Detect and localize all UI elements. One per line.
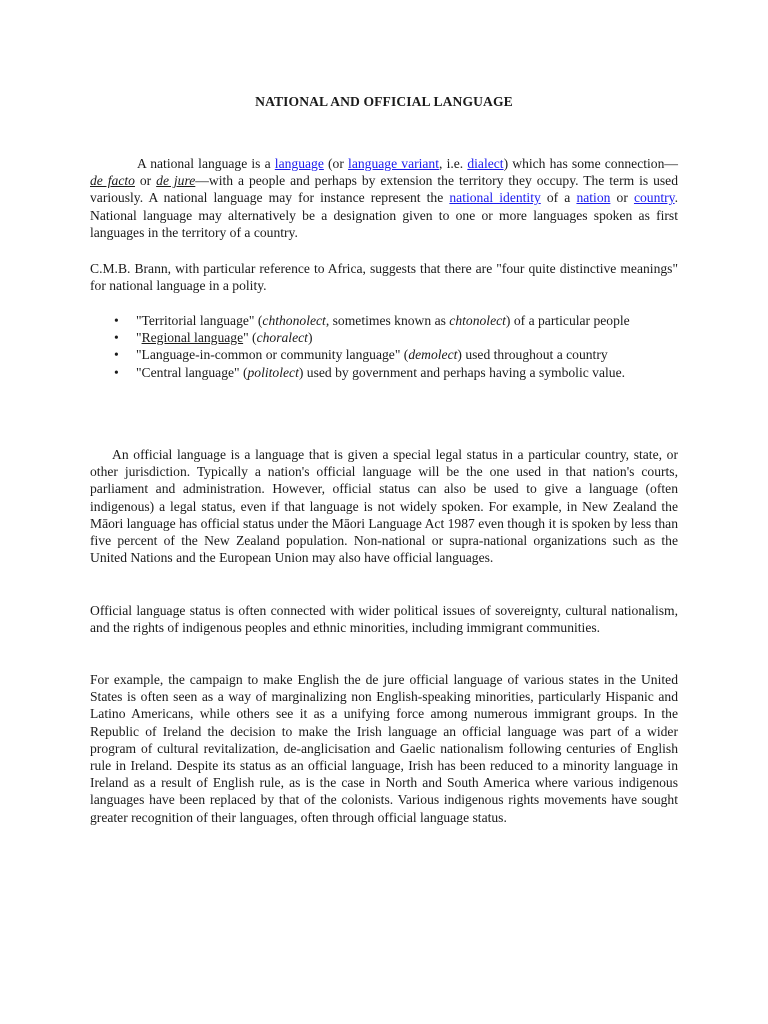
text-run: —with a people and perhaps by extension the territory they occupy. The term is used variously. A national language may for instance represent the	[90, 173, 679, 206]
text-run: or	[610, 190, 634, 206]
text-run: of a	[540, 190, 577, 206]
link-national-identity[interactable]: national identity	[449, 190, 541, 206]
bullet-icon: •	[114, 330, 119, 346]
text-run: (or	[323, 156, 349, 171]
link-dialect[interactable]: dialect	[467, 156, 504, 171]
paragraph-official-status: Official language status is often connected with wider political issues of sovereignty, cultural nationalism, and the rights of indigenous peoples and ethnic minorities, including immigrant communities.	[90, 603, 678, 636]
term-de-facto: de facto	[90, 173, 135, 189]
link-nation[interactable]: nation	[576, 190, 611, 206]
bullet-icon: •	[114, 347, 119, 363]
list-item: • "Regional language" (choralect)	[114, 330, 313, 346]
link-language[interactable]: language	[274, 156, 324, 171]
term-de-jure: de jure	[156, 173, 196, 189]
paragraph-brann: C.M.B. Brann, with particular reference to Africa, suggests that there are "four quite distinctive meanings" for national language in a polity.	[90, 261, 678, 294]
list-item: • "Language-in-common or community language" (demolect) used throughout a country	[114, 347, 608, 363]
link-country[interactable]: country	[633, 190, 675, 206]
term-regional-language: Regional language	[141, 330, 244, 346]
text-run: . National language may alternatively be a designation given to one or more languages spoken as first languages in the territory of a country.	[90, 190, 679, 240]
text-run: ) which has some connection—	[503, 156, 678, 171]
text-run: or	[134, 173, 157, 189]
paragraph-official-language	[90, 446, 678, 566]
bullet-icon: •	[114, 313, 119, 328]
page-title: NATIONAL AND OFFICIAL LANGUAGE	[255, 94, 513, 109]
bullet-icon: •	[114, 364, 119, 380]
list-item: • "Central language" (politolect) used by government and perhaps having a symbolic value.	[114, 364, 626, 380]
meanings-list	[90, 312, 678, 381]
text-run: An official language is a language that is given a special legal status in a particular country, state, or other jurisdiction. Typically a nation's official language will be the one used in that nation's courts, parliament and administration. However, official status can also be used to give a language (often indigenous) a legal status, even if that language is not widely spoken. For example, in New Zealand the Māori language has official status under the Māori Language Act 1987 even though it is spoken by less than five percent of the New Zealand population. Non-national or supra-national organizations such as the United Nations and the European Union may also have official languages.	[90, 447, 678, 566]
text-run: , i.e.	[439, 156, 468, 171]
paragraph-example: For example, the campaign to make English the de jure official language of various states in the United States is often seen as a way of marginalizing non English-speaking minorities, particularly Hispanic and Latino Americans, while others see it as a unifying force among numerous immigrant groups. In the Republic of Ireland the decision to make the Irish language an official language was part of a wider program of cultural revitalization, de-anglicisation and Gaelic nationalism following centuries of English rule in Ireland. Despite its status as an official language, Irish has been reduced to a minority language in Ireland as a result of English rule, as is the case in North and South America where various indigenous languages have been replaced by that of the colonists. Various indigenous rights movements have sought greater recognition of their languages, often through official language status.	[90, 672, 678, 825]
link-language-variant[interactable]: language variant	[348, 156, 440, 171]
text-run: A national language is a	[137, 156, 275, 171]
paragraph-national-language	[90, 155, 678, 241]
list-item: • "Territorial language" (chthonolect, sometimes known as chtonolect) of a particular people	[114, 313, 630, 328]
